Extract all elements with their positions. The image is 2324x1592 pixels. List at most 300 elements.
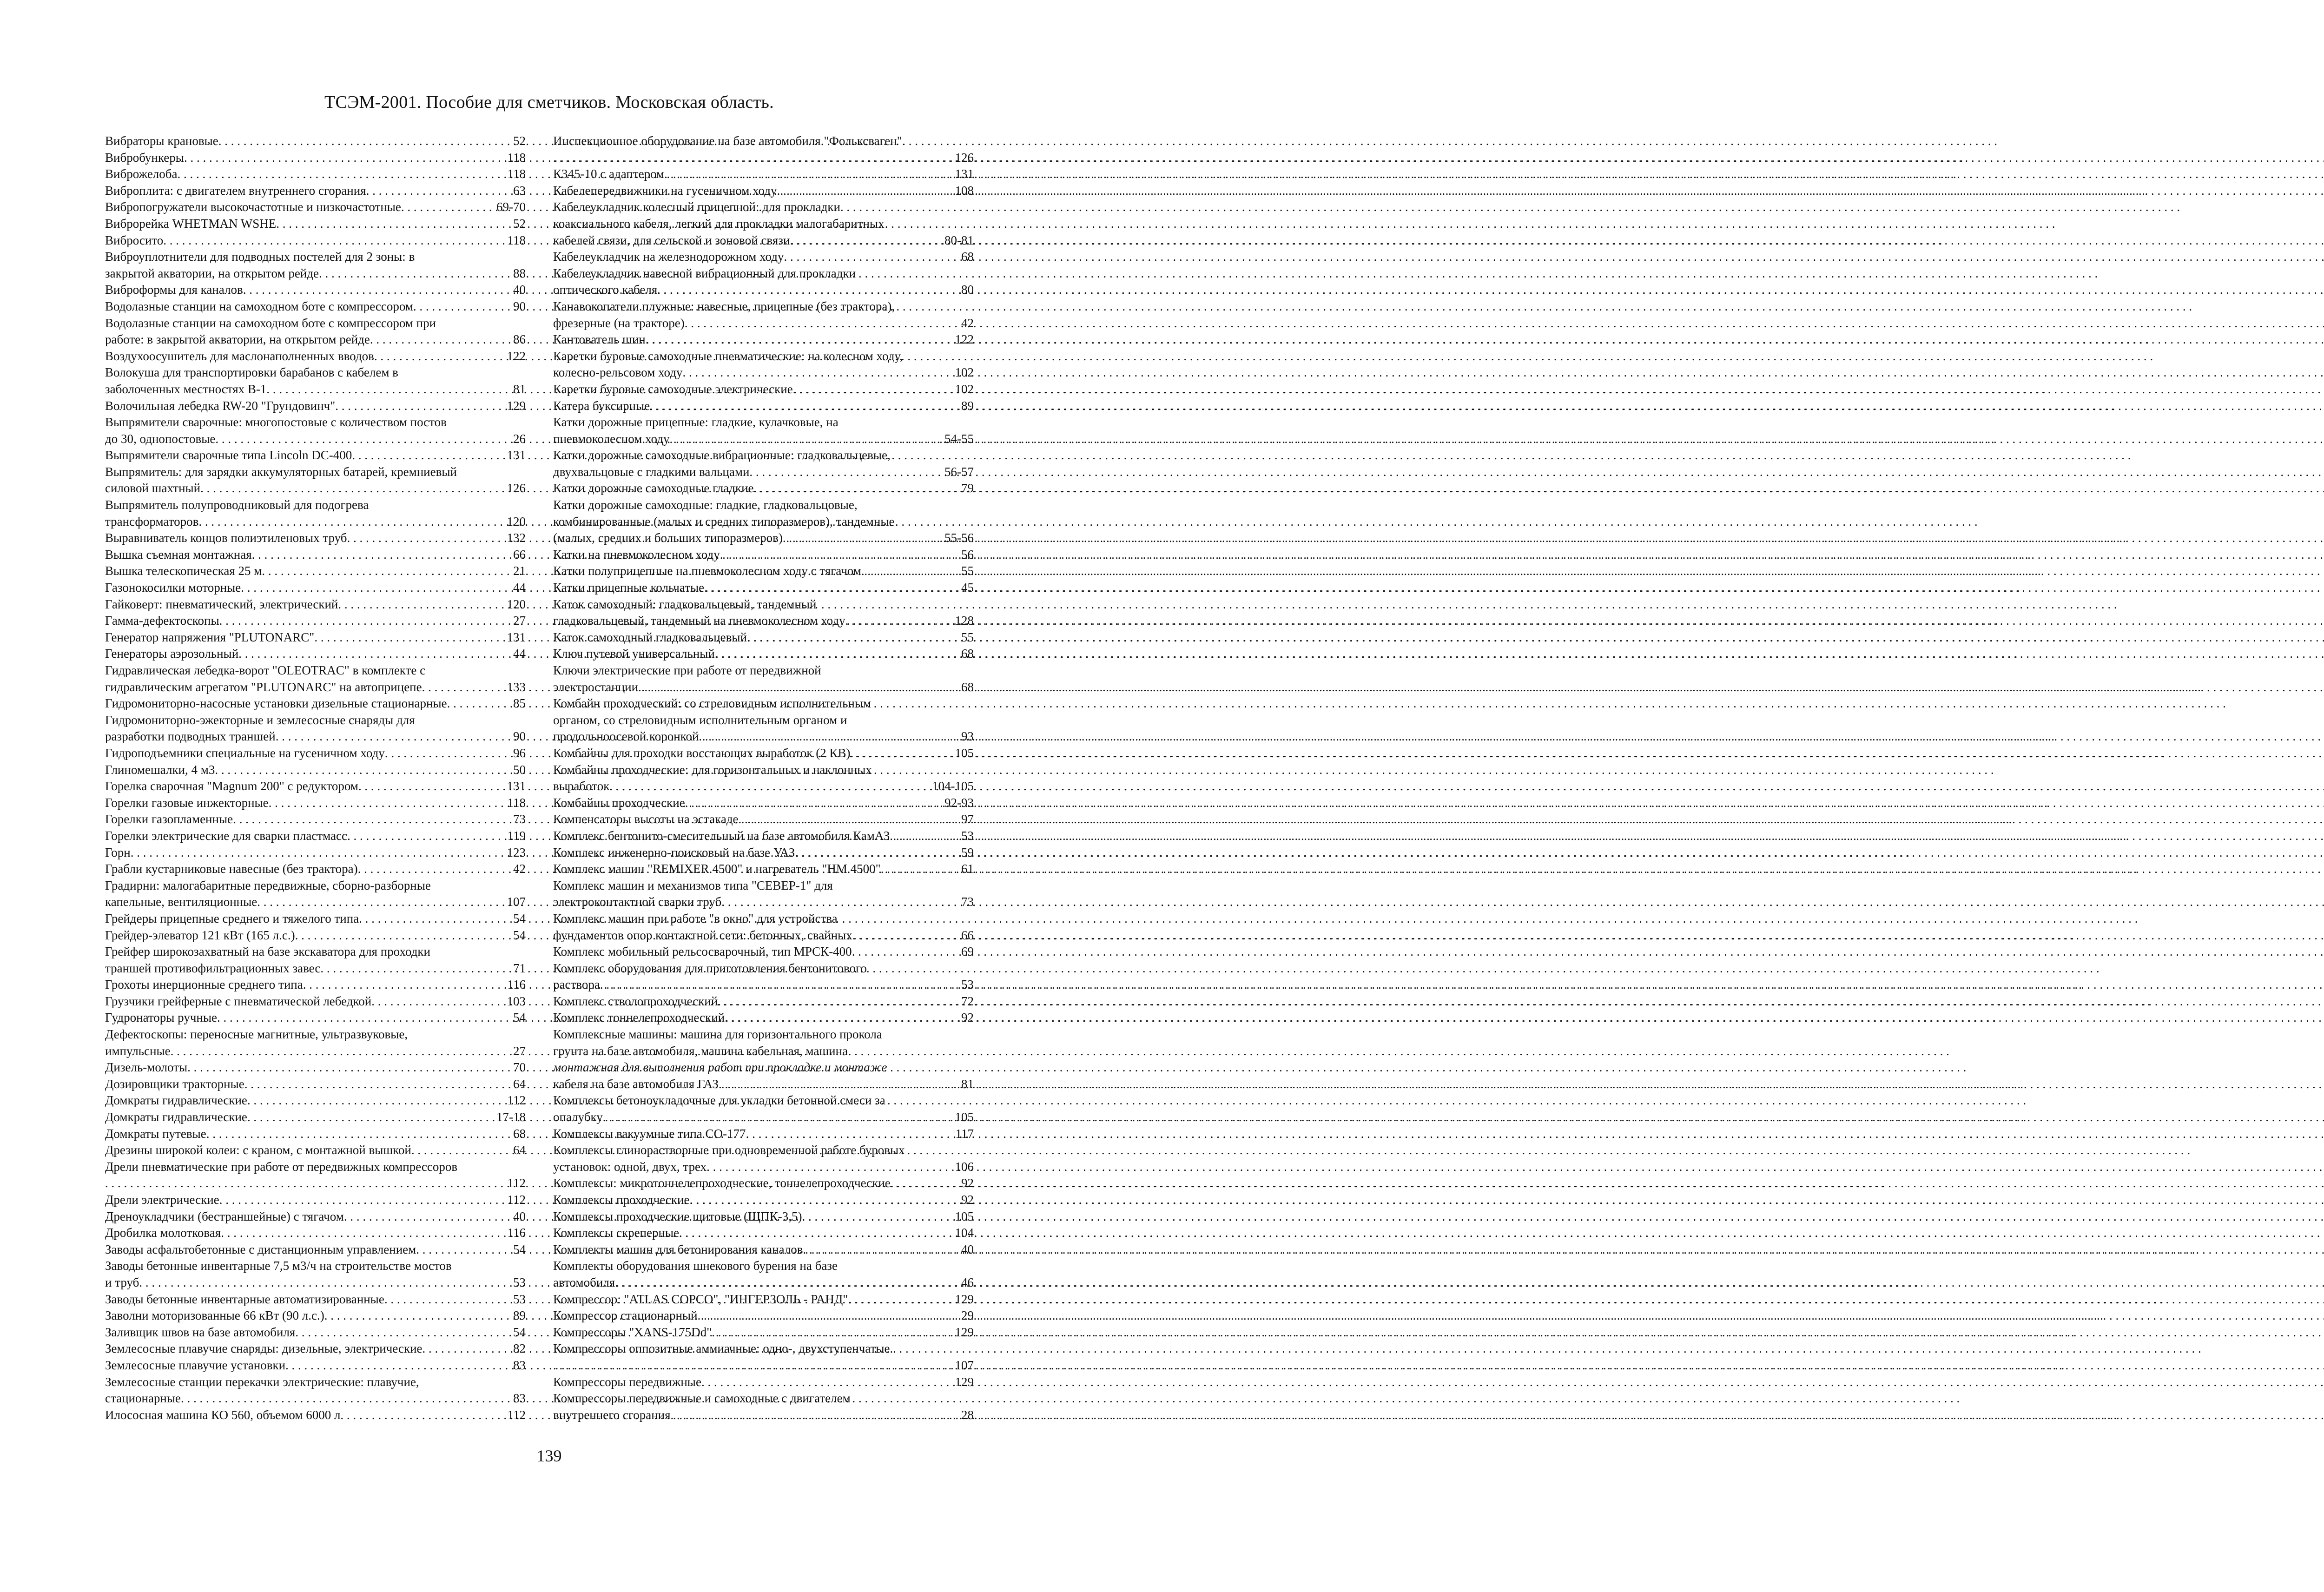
dot-leader <box>257 894 506 911</box>
index-entry-page: 59 <box>961 845 974 859</box>
index-entry <box>553 1059 974 1076</box>
index-entry-page: 27 <box>513 614 526 628</box>
dot-leader <box>746 1126 955 1143</box>
dot-leader <box>340 1407 506 1424</box>
index-entry-text: продольноосевой коронкой <box>553 729 699 744</box>
index-entry-text: Катки дорожные самоходные вибрационные: гладковальцевые, <box>553 448 891 462</box>
dot-leader <box>219 1192 507 1209</box>
index-entry-text: коаксиального кабеля, легкий для прокладки малогабаритных <box>553 216 885 231</box>
index-entry-text: Комплексы бетоноукладочные для укладки бетонной смеси за <box>553 1093 885 1108</box>
dot-leader <box>243 282 512 298</box>
dot-leader <box>303 977 507 993</box>
dot-leader <box>374 348 506 365</box>
index-entry-text: Компрессоры передвижные и самоходные с двигателем <box>553 1391 851 1406</box>
dot-leader <box>609 778 931 795</box>
index-entry-text: Гидравлическая лебедка-ворот "OLEOTRAC" в комплекте с <box>105 663 426 677</box>
index-entry-text: Комплексные машины: машина для горизонтального прокола <box>553 1027 882 1042</box>
index-entry <box>105 1341 526 1357</box>
index-entry <box>105 811 526 828</box>
index-entry <box>553 547 974 563</box>
index-entry-page: 63 <box>513 183 526 198</box>
dot-leader <box>238 646 512 662</box>
index-entry-text: Катки дорожные самоходные гладкие <box>553 481 754 495</box>
index-entry-page: 89 <box>961 398 974 413</box>
index-entry <box>105 977 526 993</box>
index-entry <box>553 795 974 812</box>
index-entry-page: 106 <box>955 1159 974 1174</box>
index-entry <box>553 629 974 646</box>
dot-leader <box>720 547 960 563</box>
dot-leader <box>358 861 512 878</box>
dot-leader <box>416 1242 512 1258</box>
index-entry-text: Катки дорожные самоходные: гладкие, гладковальцовые, <box>553 498 858 512</box>
dot-leader <box>384 1291 512 1308</box>
index-entry-text: гладковальцевый, тандемный на пневмоколесном ходу <box>553 614 845 628</box>
dot-leader <box>344 1209 512 1225</box>
index-entry <box>553 315 974 332</box>
index-entry <box>105 547 526 563</box>
document-page <box>0 0 1098 1592</box>
index-entry <box>105 530 526 547</box>
index-entry <box>553 1357 974 1374</box>
dot-leader <box>747 629 960 646</box>
index-entry-text: Гайковерт: пневматический, электрический <box>105 597 338 611</box>
dot-leader <box>366 183 512 199</box>
index-entry <box>105 1142 526 1159</box>
dot-leader <box>206 1126 512 1143</box>
index-entry-text: Канавокопатели плужные: навесные, прицепные (без трактора), <box>553 299 895 313</box>
index-entry-text: Катки на пневмоколесном ходу <box>553 547 720 561</box>
dot-leader <box>784 249 960 265</box>
index-column-right <box>553 133 974 1423</box>
dot-leader <box>221 1225 506 1242</box>
index-entry-page: 54 <box>513 928 526 942</box>
index-entry-text: Водолазные станции на самоходном боте с компрессором при <box>105 316 436 330</box>
index-entry <box>553 613 974 629</box>
dot-leader <box>338 596 506 613</box>
index-entry <box>553 216 974 232</box>
index-entry-text: Вибропогружатели высокочастотные и низкочастотные <box>105 200 401 214</box>
index-entry <box>553 331 974 348</box>
index-entry-page: 126 <box>955 150 974 165</box>
index-entry-text: Комбайны проходческие: для горизонтальных и наклонных <box>553 762 872 777</box>
index-entry-text: комбинированные (малых и средних типоразмеров), тандемные <box>553 514 895 528</box>
index-entry <box>105 861 526 878</box>
index-entry-page: 131 <box>955 167 974 181</box>
index-entry-page: 73 <box>513 812 526 826</box>
index-entry <box>553 414 974 431</box>
index-entry-text: Гидроподъемники специальные на гусеничном ходу <box>105 746 385 760</box>
index-entry-page: 118 <box>507 150 526 165</box>
index-entry <box>105 1291 526 1308</box>
index-entry <box>553 530 974 547</box>
dot-leader <box>423 1341 512 1357</box>
dot-leader <box>679 1225 954 1242</box>
index-entry-page: 104 <box>955 1226 974 1240</box>
index-entry <box>553 1242 974 1258</box>
dot-leader <box>385 745 512 762</box>
index-entry-text: Комплексы вакуумные типа СО-177 <box>553 1126 746 1141</box>
index-entry <box>553 232 974 249</box>
index-entry <box>553 894 974 911</box>
index-entry <box>553 480 974 497</box>
index-entry-text: раствора <box>553 978 600 992</box>
index-entry-page: 116 <box>507 1226 526 1240</box>
dot-leader <box>187 1059 512 1076</box>
dot-leader <box>163 232 506 249</box>
index-entry <box>105 1092 526 1109</box>
dot-leader <box>650 398 960 415</box>
index-entry-page: 128 <box>955 614 974 628</box>
index-entry <box>105 249 526 265</box>
index-entry-text: Комплексы проходческие <box>553 1193 690 1207</box>
index-entry <box>553 1225 974 1242</box>
index-entry-page: 45 <box>961 581 974 595</box>
dot-leader <box>698 1308 960 1324</box>
index-entry <box>105 1258 526 1275</box>
index-entry-text: Заводы бетонные инвентарные 7,5 м3/ч на строительстве мостов <box>105 1259 452 1273</box>
index-entry <box>553 927 974 944</box>
index-entry <box>553 1026 974 1043</box>
index-entry-page: 73 <box>961 895 974 909</box>
index-entry <box>553 580 974 596</box>
index-entry-text: Волочильная лебедка RW-20 "Грундовинч" <box>105 398 336 413</box>
index-entry <box>553 150 974 166</box>
dot-leader <box>603 1109 954 1126</box>
index-entry-page: 120 <box>507 514 526 528</box>
index-entry <box>105 298 526 315</box>
index-entry-page: 68 <box>961 680 974 694</box>
index-entry <box>553 1209 974 1225</box>
dot-leader <box>669 431 944 448</box>
index-entry <box>105 364 526 381</box>
index-entry-page: 61 <box>961 862 974 876</box>
index-entry-page: 81 <box>513 382 526 396</box>
index-entry-page: 112 <box>507 1176 526 1190</box>
index-entry-text: Дрели электрические <box>105 1193 219 1207</box>
index-entry-text: монтажная для выполнения работ при прокладке и монтаже <box>553 1060 887 1075</box>
index-entry-page: 64 <box>513 1077 526 1091</box>
dot-leader <box>276 728 512 745</box>
index-entry-page: 92 <box>961 1176 974 1190</box>
index-entry-text: Комплекс машин при работе "в окно" для устройства <box>553 911 838 925</box>
index-entry <box>553 1341 974 1357</box>
index-entry-page: 82 <box>513 1341 526 1356</box>
index-entry-text: Дизель-молоты <box>105 1060 188 1075</box>
index-entry-page: 44 <box>513 647 526 661</box>
index-entry-page: 80-81 <box>944 233 974 247</box>
index-entry-text: кабеля на базе автомобиля ГАЗ <box>553 1077 719 1091</box>
dot-leader <box>706 1159 954 1176</box>
index-entry-page: 28 <box>961 1407 974 1422</box>
page-number: 139 <box>536 1447 562 1465</box>
index-entry <box>105 1390 526 1407</box>
dot-leader <box>347 530 506 547</box>
index-entry-page: 90 <box>513 299 526 313</box>
index-entry <box>105 1275 526 1291</box>
index-entry-page: 105 <box>955 1110 974 1124</box>
index-entry <box>105 960 526 977</box>
index-entry <box>105 1192 526 1209</box>
index-entry <box>105 348 526 365</box>
index-entry <box>553 1142 974 1159</box>
dot-leader <box>783 530 944 547</box>
dot-leader <box>319 265 512 282</box>
index-entry <box>105 431 526 448</box>
index-entry-page: 53 <box>513 1292 526 1306</box>
index-entry <box>105 1407 526 1424</box>
index-entry <box>553 563 974 580</box>
index-entry <box>553 298 974 315</box>
index-entry-text: органом, со стреловидным исполнительным органом и <box>553 713 847 727</box>
dot-leader <box>850 745 954 762</box>
dot-leader <box>215 762 512 779</box>
index-entry-text: Комплекты оборудования шнекового бурения на базе <box>553 1259 838 1273</box>
index-entry <box>105 828 526 845</box>
index-entry-text: Домкраты гидравлические <box>105 1110 247 1124</box>
index-entry <box>553 845 974 861</box>
index-entry-text: Дробилка молотковая <box>105 1226 221 1240</box>
index-entry-text: Выпрямители сварочные типа Lincoln DC-400 <box>105 448 352 462</box>
dot-leader <box>370 331 512 348</box>
index-entry-text: Катки полуприцепные на пневмоколесном ходу с тягачом <box>553 564 861 578</box>
index-entry-text: Кабелеукладчик навесной вибрационный для прокладки <box>553 266 856 280</box>
dot-leader <box>685 315 960 332</box>
index-entry <box>105 878 526 894</box>
dot-leader <box>269 795 507 812</box>
index-entry <box>553 166 974 183</box>
index-entry <box>553 679 974 696</box>
index-entry-text: Комплекс инженерно-поисковый на базе УАЗ <box>553 845 795 859</box>
index-entry-page: 105 <box>955 746 974 760</box>
index-entry <box>553 1043 974 1060</box>
index-entry-page: 68 <box>513 1126 526 1141</box>
index-entry-page: 56 <box>961 547 974 561</box>
index-entry <box>105 944 526 960</box>
index-entry <box>553 828 974 845</box>
index-entry-page: 86 <box>513 332 526 347</box>
index-entry <box>553 1291 974 1308</box>
index-entry-page: 129 <box>955 1292 974 1306</box>
index-entry-page: 53 <box>961 978 974 992</box>
index-entry-page: 52 <box>513 216 526 231</box>
index-entry <box>553 1192 974 1209</box>
index-entry-text: заболоченных местностях В-1 <box>105 382 267 396</box>
index-entry-text: Виброрейка WHETMAN WSHE <box>105 216 277 231</box>
index-entry-text: Заводы бетонные инвентарные автоматизированные <box>105 1292 384 1306</box>
dot-leader <box>848 1291 954 1308</box>
index-entry <box>105 282 526 298</box>
index-entry <box>553 1076 974 1093</box>
index-entry-text: Комбайны для проходки восстающих выработок (2 КВ) <box>553 746 851 760</box>
index-entry-page: 68 <box>961 647 974 661</box>
dot-leader <box>754 480 960 497</box>
index-entry-page: 70 <box>513 1060 526 1075</box>
index-entry-text: траншей противофильтрационных завес <box>105 961 321 975</box>
index-entry-text: Комплексы проходческие щитовые (ЩПК-3,5) <box>553 1209 802 1223</box>
index-entry-page: 126 <box>507 481 526 495</box>
index-entry <box>553 1126 974 1143</box>
index-entry-text: Компрессоры передвижные <box>553 1374 701 1389</box>
index-entry-page: 90 <box>513 729 526 744</box>
index-entry-text: Комплексы глинорастворные при одновременной работе буровых <box>553 1143 905 1157</box>
index-entry-text: закрытой акватории, на открытом рейде <box>105 266 319 280</box>
dot-leader <box>324 1308 512 1324</box>
index-entry-page: 56-57 <box>944 464 974 479</box>
dot-leader <box>699 728 960 745</box>
index-entry-text: Горелки газопламенные <box>105 812 233 826</box>
index-entry-text: силовой шахтный <box>105 481 201 495</box>
dot-leader <box>266 381 512 398</box>
index-entry-text: Горн <box>105 845 131 859</box>
index-entry <box>105 133 526 150</box>
index-entry-text: Комплекс бентонито-смесительный на базе автомобиля КамАЗ <box>553 828 890 843</box>
index-entry-text: Грабли кустарниковые навесные (без трактора) <box>105 862 358 876</box>
index-entry <box>553 745 974 762</box>
dot-leader <box>422 679 506 696</box>
index-entry-page: 112 <box>507 1407 526 1422</box>
index-entry <box>553 348 974 365</box>
index-entry-text: Грейфер широкозахватный на базе экскаватора для проходки <box>105 945 430 959</box>
index-entry-text: Выпрямители сварочные: многопостовые с количеством постов <box>105 415 447 429</box>
index-entry-text: колесно-рельсовом ходу <box>553 365 683 380</box>
index-entry <box>105 464 526 481</box>
index-entry-page: 54 <box>513 1011 526 1025</box>
index-entry-text: Землесосные плавучие снаряды: дизельные, электрические <box>105 1341 423 1356</box>
dot-leader <box>803 1242 960 1258</box>
index-entry-page: 129 <box>955 1325 974 1339</box>
index-entry <box>553 364 974 381</box>
dot-leader <box>247 1109 495 1126</box>
index-entry <box>553 861 974 878</box>
index-entry-text: работе: в закрытой акватории, на открытом рейде <box>105 332 370 347</box>
dot-leader <box>285 1357 512 1374</box>
index-entry-text: Заливщик швов на базе автомобиля <box>105 1325 296 1339</box>
dot-leader <box>749 464 944 481</box>
index-entry-text: Каток самоходный гладковальцевый <box>553 630 747 644</box>
index-entry-page: 66 <box>961 928 974 942</box>
index-entry <box>105 1126 526 1143</box>
index-entry <box>105 646 526 662</box>
index-entry <box>105 563 526 580</box>
index-entry-text: Дрели пневматические при работе от передвижных компрессоров <box>105 1159 458 1174</box>
index-entry <box>105 331 526 348</box>
index-entry-text: Грохоты инерционные среднего типа <box>105 978 303 992</box>
index-entry <box>553 960 974 977</box>
index-entry-text: Комплекс мобильный рельсосварочный, тип МРСК-400 <box>553 945 852 959</box>
index-entry-text: Катки дорожные прицепные: гладкие, кулачковые, на <box>553 415 838 429</box>
index-entry-text: Компрессор: "ATLAS COPCO", "ИНГЕРЗОЛЬ - РАНД" <box>553 1292 848 1306</box>
index-entry <box>553 762 974 779</box>
dot-leader <box>411 1142 512 1159</box>
index-entry <box>105 894 526 911</box>
dot-leader <box>802 1209 954 1225</box>
index-entry-text: Комплекты машин для бетонирования каналов <box>553 1242 803 1256</box>
index-entry <box>105 745 526 762</box>
index-entry-text: Кабелепередвижчики на гусеничном ходу <box>553 183 777 198</box>
index-entry-text: Комплекс тоннелепроходческий <box>553 1011 725 1025</box>
index-entry-text: Каретки буровые самоходные пневматические: на колесном ходу, <box>553 349 903 363</box>
index-entry-text: Виброплита: с двигателем внутреннего сгорания <box>105 183 366 198</box>
dot-leader <box>701 1374 954 1391</box>
index-entry <box>105 166 526 183</box>
index-entry-text: капельные, вентиляционные <box>105 895 257 909</box>
index-entry-page: 131 <box>507 630 526 644</box>
index-entry-page: 92 <box>961 1193 974 1207</box>
index-entry <box>105 728 526 745</box>
index-entry-page: 50 <box>513 762 526 777</box>
dot-leader <box>790 232 944 249</box>
index-entry-page: 40 <box>513 1209 526 1223</box>
index-entry-text: Виброжелоба <box>105 167 178 181</box>
dot-leader <box>413 298 512 315</box>
index-entry <box>105 315 526 332</box>
dot-leader <box>861 563 960 580</box>
index-entry <box>105 596 526 613</box>
index-entry-text: Компрессор стационарный <box>553 1308 698 1323</box>
index-entry <box>553 1407 974 1424</box>
index-entry-text: Выпрямитель полупроводниковый для подогрева <box>105 498 369 512</box>
index-entry-text: Дозировщики тракторные <box>105 1077 244 1091</box>
index-entry-text: Компенсаторы высоты на эстакаде <box>553 812 739 826</box>
index-entry <box>105 993 526 1010</box>
index-entry-page: 131 <box>507 779 526 793</box>
index-entry-text: Виброуплотнители для подводных постелей для 2 зоны: в <box>105 250 415 264</box>
dot-leader <box>105 1175 507 1192</box>
dot-leader <box>891 1175 960 1192</box>
index-entry-page: 71 <box>513 961 526 975</box>
index-entry-page: 96 <box>513 746 526 760</box>
dot-leader <box>739 811 960 828</box>
index-entry-text: установок: одной, двух, трех <box>553 1159 707 1174</box>
index-entry <box>105 1324 526 1341</box>
index-entry <box>105 845 526 861</box>
index-entry <box>105 762 526 779</box>
index-entry <box>105 265 526 282</box>
index-entry-page: 117 <box>955 1126 974 1141</box>
index-entry <box>553 431 974 448</box>
index-entry-text: электростанции <box>553 680 639 694</box>
index-entry-page: 132 <box>507 531 526 545</box>
index-entry <box>553 1258 974 1275</box>
index-entry <box>553 778 974 795</box>
index-entry-page: 129 <box>507 398 526 413</box>
index-entry-page: 44 <box>513 581 526 595</box>
dot-leader <box>131 845 506 861</box>
index-entry-text: Дрезины широкой колеи: с краном, с монтажной вышкой <box>105 1143 411 1157</box>
index-entry-page: 93 <box>961 729 974 744</box>
index-entry-text: пневмоколесном ходу <box>553 431 670 446</box>
dot-leader <box>347 828 506 845</box>
index-entry-text: Волокуша для транспортировки барабанов с кабелем в <box>105 365 398 380</box>
dot-leader <box>233 811 512 828</box>
index-entry <box>105 1242 526 1258</box>
index-entry <box>105 447 526 464</box>
index-entry-text: электроконтактной сварки труб <box>553 895 722 909</box>
index-entry-text: К345-10 с адаптером <box>553 167 665 181</box>
index-entry <box>105 927 526 944</box>
index-entry-text: Комбайны проходческие <box>553 795 685 810</box>
index-entry-text: Домкраты путевые <box>105 1126 206 1141</box>
index-entry <box>553 1175 974 1192</box>
index-entry <box>553 878 974 894</box>
index-entry-page: 92 <box>961 1011 974 1025</box>
index-entry-text: Водолазные станции на самоходном боте с компрессором <box>105 299 413 313</box>
dot-leader <box>683 364 954 381</box>
index-entry-page: 118 <box>507 167 526 181</box>
dot-leader <box>295 1324 512 1341</box>
index-entry-page: 112 <box>507 1093 526 1108</box>
